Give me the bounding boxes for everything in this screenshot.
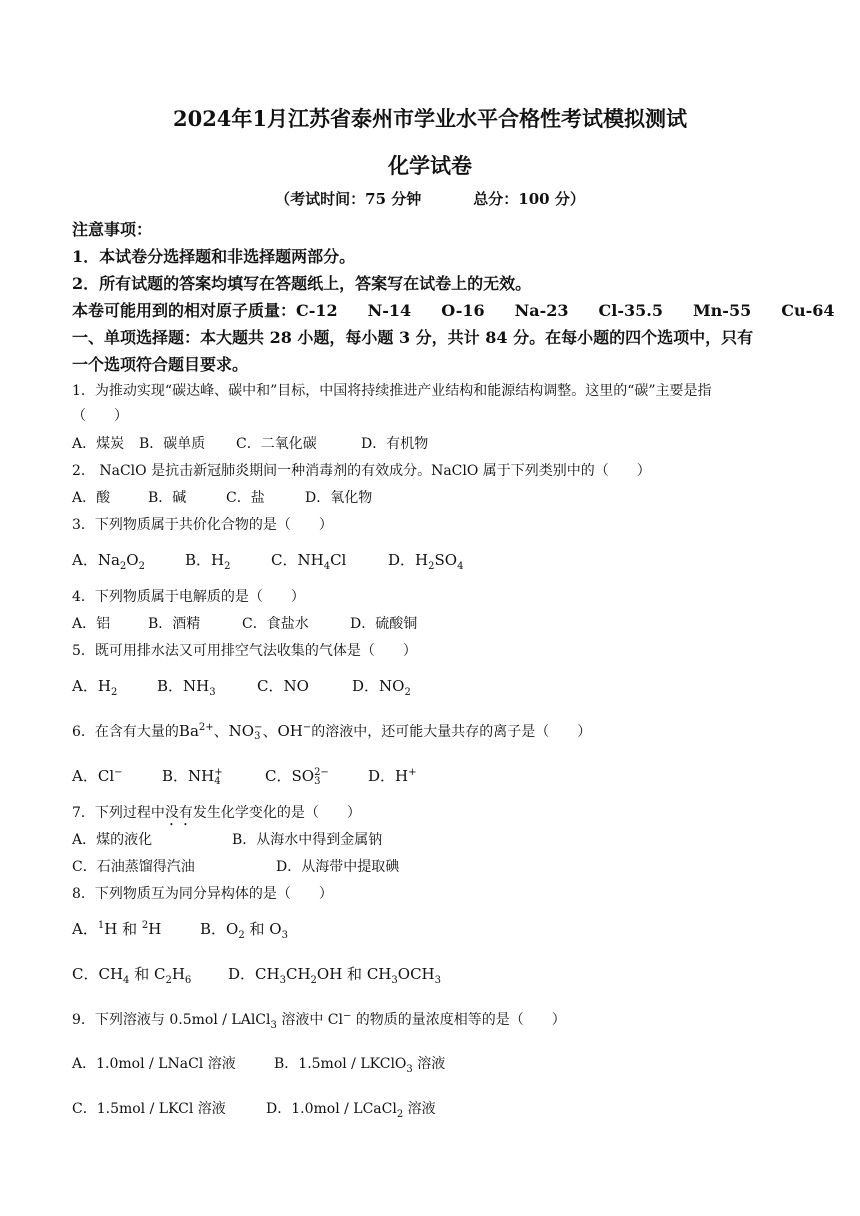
option: C．NO [257,677,309,695]
q8-options-row1 [72,918,288,939]
q6-stem: 6．在含有大量的$Ba^{2+}$、NO − 3 、OH−的溶液中，还可能大量共存的离子是（ ） [72,722,592,742]
option: A．$^1$H 和 $^2$H [72,920,162,938]
q8-stem: 8．下列物质互为同分异构体的是（ ） [72,886,333,902]
q9-options-row2 [72,1098,436,1118]
q5-stem: 5．既可用排水法又可用排空气法收集的气体是（ ） [72,643,417,659]
atomic-mass: Cu-64 [781,301,835,320]
option: B．1.5mol / LKClO$_3$ 溶液 [274,1056,446,1075]
q7-options-row2 [72,856,399,876]
note-item: 1．本试卷分选择题和非选择题两部分。 [72,247,356,266]
q9-options-row1 [72,1053,445,1073]
q1-stem: 1．为推动实现“碳达峰、碳中和”目标，中国将持续推进产业结构和能源结构调整。这里的“碳”主要是指 [72,383,712,399]
option: A．煤的液化 [72,832,153,848]
option: D．有机物 [361,436,429,452]
option: B．碱 [148,490,187,506]
option: A．Cl− [72,767,123,785]
q1-options [72,433,428,453]
option: B．碳单质 [139,436,206,452]
q3-stem: 3．下列物质属于共价化合物的是（ ） [72,517,333,533]
exam-info [0,188,860,209]
option: B．酒精 [148,616,201,632]
atomic-mass: O-16 [441,301,485,320]
option: C．$NH_4Cl$ [271,551,347,572]
option: B．$NH_3$ [157,677,216,698]
option: D．$NO_2$ [352,677,411,698]
option: C．1.5mol / LKCl 溶液 [72,1101,226,1117]
option: B．NH + 4 [162,767,223,787]
atomic-mass: C-12 [296,301,338,320]
q2-options [72,487,372,507]
exam-score: 总分：100 分） [473,190,585,208]
option: D．$CH_3CH_2OH$ 和 $CH_3OCH_3$ [228,965,441,986]
exam-subtitle: 化学试卷 [388,153,472,178]
atomic-mass: N-14 [367,301,412,320]
q2-stem: 2． NaClO 是抗击新冠肺炎期间一种消毒剂的有效成分。NaClO 属于下列类别中的（ ） [72,463,651,479]
q6-options [72,765,417,786]
option: A．1.0mol / LNaCl 溶液 [72,1056,236,1072]
option: B．从海水中得到金属钠 [232,832,383,848]
option: C．$CH_4$ 和 $C_2H_6$ [72,965,192,986]
option: D．硫酸铜 [350,616,418,632]
option: D．$H_2SO_4$ [388,551,464,572]
option: C．SO 2− 3 [265,767,329,787]
option: A．$H_2$ [72,677,118,698]
q5-options [72,675,411,696]
section-heading: 一、单项选择题：本大题共 28 小题，每小题 3 分，共计 84 分。在每小题的四个选项中，只有 [72,328,754,347]
option: B．$H_2$ [185,551,231,572]
option: A．铝 [72,616,111,632]
option: D．1.0mol / LCaCl$_2$ 溶液 [266,1101,436,1120]
option: D．从海带中提取碘 [276,859,400,875]
exam-time: （考试时间：75 分钟 [275,190,422,208]
notes-heading: 注意事项： [72,220,153,239]
option: B．$O_2$ 和 $O_3$ [200,920,288,941]
section-heading-cont: 一个选项符合题目要求。 [72,355,249,374]
q4-options [72,613,417,633]
atomic-mass: Cl-35.5 [598,301,663,320]
option: A．$Na_2O_2$ [72,551,145,572]
option: A．煤炭 [72,436,125,452]
exam-title: 2024年1月江苏省泰州市学业水平合格性考试模拟测试 [172,106,688,131]
q9-stem: 9．下列溶液与 0.5mol / LAlCl$_3$ 溶液中 Cl− 的物质的量浓度相等的是（ ） [72,1010,566,1031]
option: C．盐 [226,490,265,506]
option: D．氧化物 [305,490,373,506]
atomic-masses [72,298,834,321]
option: C．食盐水 [242,616,309,632]
option: A．酸 [72,490,111,506]
q1-stem-paren: （ ） [72,408,128,424]
option: C．二氧化碳 [236,436,317,452]
option: D．H+ [368,767,417,785]
atomic-mass: Na-23 [514,301,569,320]
q3-options [72,549,463,570]
q8-options-row2 [72,963,441,984]
atomic-label: 本卷可能用到的相对原子质量： [72,301,297,320]
option: C．石油蒸馏得汽油 [72,859,195,875]
q4-stem: 4．下列物质属于电解质的是（ ） [72,589,305,605]
q7-stem: 7．下列过程中没有发生化学变化的是（ ） [72,805,361,821]
q7-options-row1 [72,829,382,849]
note-item: 2．所有试题的答案均填写在答题纸上，答案写在试卷上的无效。 [72,274,532,293]
atomic-mass: Mn-55 [692,301,752,320]
